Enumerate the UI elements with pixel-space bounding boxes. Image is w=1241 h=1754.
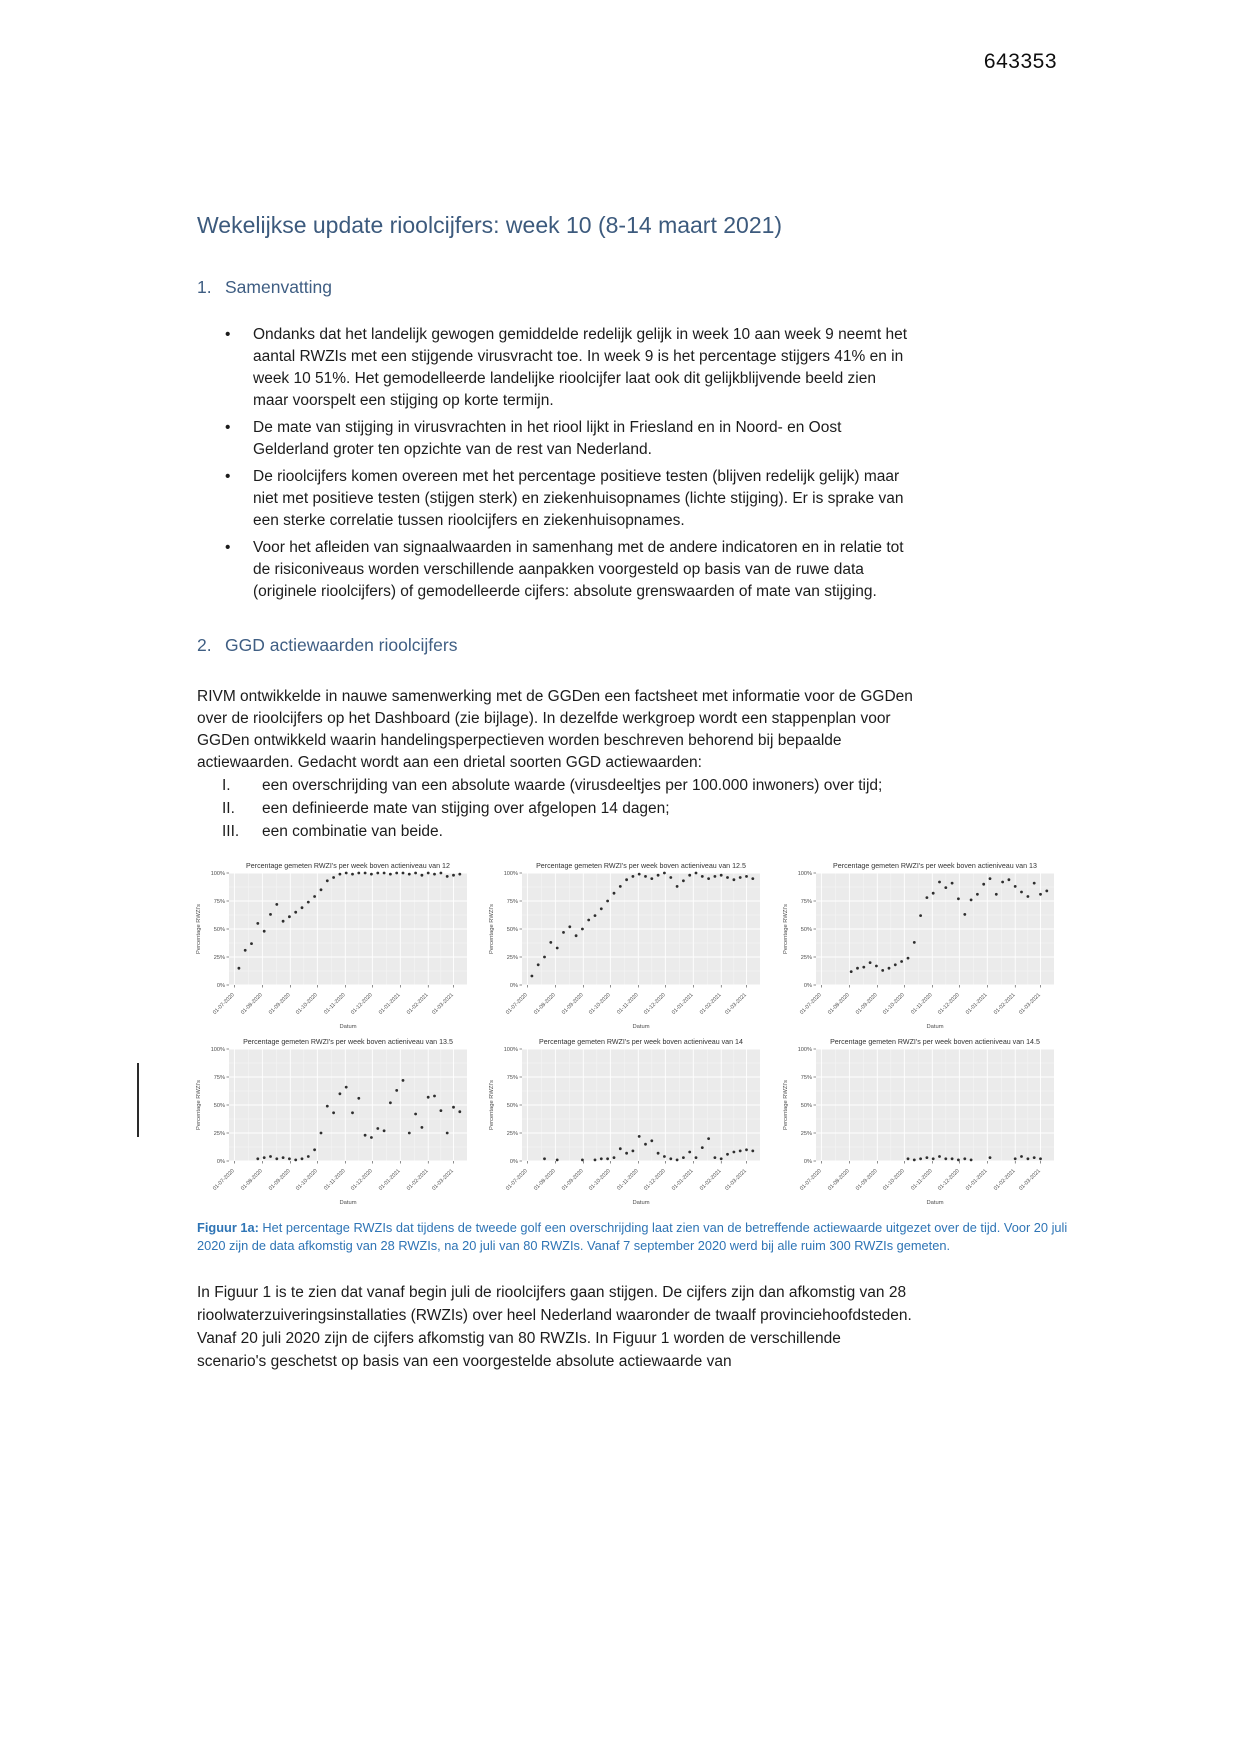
svg-text:01-03-2021: 01-03-2021	[431, 992, 455, 1016]
svg-text:01-11-2020: 01-11-2020	[323, 1168, 347, 1192]
svg-text:01-12-2020: 01-12-2020	[643, 1168, 668, 1192]
svg-text:75%: 75%	[800, 1074, 812, 1081]
svg-text:Percentage gemeten RWZI's per: Percentage gemeten RWZI's per week boven actieniveau van 12	[246, 862, 450, 870]
list-item	[197, 466, 1077, 532]
list-item	[197, 324, 1077, 412]
svg-text:01-02-2021: 01-02-2021	[992, 1168, 1017, 1192]
svg-text:Datum: Datum	[632, 1200, 650, 1206]
svg-text:01-10-2020: 01-10-2020	[588, 1168, 613, 1192]
svg-text:01-11-2020: 01-11-2020	[616, 992, 641, 1016]
section-number: 2.	[197, 635, 212, 655]
svg-text:Percentage gemeten RWZI's per: Percentage gemeten RWZI's per week boven actieniveau van 12.5	[536, 862, 747, 870]
svg-text:01-01-2021: 01-01-2021	[377, 1168, 402, 1192]
svg-text:25%: 25%	[507, 1130, 519, 1137]
bullet-marker: •	[225, 539, 231, 556]
figure-1a-chart-grid	[193, 859, 1065, 1207]
list-item	[197, 417, 1077, 461]
roman-numeral: II.	[222, 800, 235, 817]
svg-text:01-08-2020: 01-08-2020	[533, 1168, 558, 1192]
svg-text:75%: 75%	[213, 898, 225, 905]
svg-text:Datum: Datum	[632, 1024, 650, 1030]
svg-text:0%: 0%	[216, 982, 225, 989]
svg-text:Percentage RWZI's: Percentage RWZI's	[489, 1080, 496, 1130]
svg-text:01-12-2020: 01-12-2020	[936, 1168, 961, 1192]
svg-text:01-02-2021: 01-02-2021	[699, 992, 723, 1016]
svg-text:01-03-2021: 01-03-2021	[724, 992, 749, 1016]
svg-text:01-11-2020: 01-11-2020	[323, 992, 347, 1016]
figure-caption-text: Het percentage RWZIs dat tijdens de tweede golf een overschrijding laat zien van de betreffende actiewaarde uitgezet over de tijd. Voor 20 juli 2020 zijn de data afkomstig van 28 RWZIs, na 20 juli van 80 RWZIs. Vanaf 7 september 2020 werd bij alle ruim 300 RWZIs gemeten.	[197, 1220, 1068, 1253]
svg-text:01-08-2020: 01-08-2020	[826, 992, 851, 1016]
svg-text:Percentage RWZI's: Percentage RWZI's	[782, 904, 789, 954]
svg-text:0%: 0%	[216, 1158, 225, 1165]
svg-text:01-08-2020: 01-08-2020	[240, 1168, 264, 1192]
svg-text:01-10-2020: 01-10-2020	[881, 1168, 906, 1192]
svg-text:01-12-2020: 01-12-2020	[936, 992, 961, 1016]
svg-text:01-02-2021: 01-02-2021	[992, 992, 1017, 1016]
roman-numeral: I.	[222, 777, 231, 794]
svg-text:50%: 50%	[507, 1102, 519, 1109]
left-margin-mark	[137, 1063, 139, 1137]
svg-text:01-09-2020: 01-09-2020	[561, 992, 586, 1016]
svg-text:50%: 50%	[213, 926, 225, 933]
summary-bullet-list	[197, 324, 1077, 603]
document-content	[197, 0, 1077, 1373]
roman-numeral: III.	[222, 823, 240, 840]
svg-text:0%: 0%	[803, 1158, 812, 1165]
svg-text:Percentage RWZI's: Percentage RWZI's	[196, 1080, 202, 1130]
svg-text:0%: 0%	[510, 1158, 519, 1165]
svg-text:01-07-2020: 01-07-2020	[798, 992, 823, 1016]
ggd-intro-paragraph: RIVM ontwikkelde in nauwe samenwerking met de GGDen een factsheet met informatie voor de GGDen over de rioolcijfers op het Dashboard (zie bijlage). In dezelfde werkgroep wordt een stappenplan voor GGDen ontwikkeld waarin handelingsperpectieven worden beschreven behorend bij bepaalde actiewaarden. Gedacht wordt aan een drietal soorten GGD actiewaarden:	[197, 688, 913, 771]
svg-text:01-01-2021: 01-01-2021	[377, 992, 402, 1016]
svg-text:75%: 75%	[800, 898, 812, 905]
svg-text:01-01-2021: 01-01-2021	[964, 1168, 989, 1192]
svg-text:100%: 100%	[210, 1046, 225, 1053]
scatter-chart-actieniveau-14	[486, 1035, 771, 1207]
svg-text:25%: 25%	[213, 954, 225, 961]
svg-text:01-12-2020: 01-12-2020	[643, 992, 668, 1016]
svg-text:01-02-2021: 01-02-2021	[405, 992, 430, 1016]
closing-paragraph: In Figuur 1 is te zien dat vanaf begin juli de rioolcijfers gaan stijgen. De cijfers zijn dan afkomstig van 28 rioolwaterzuiveringsinstallaties (RWZIs) over heel Nederland waaronder de twaalf provinciehoofdsteden. Vanaf 20 juli 2020 zijn de cijfers afkomstig van 80 RWZIs. In Figuur 1 worden de verschillende scenario's geschetst op basis van een voorgestelde absolute actiewaarde van	[197, 1284, 912, 1370]
svg-text:Datum: Datum	[339, 1200, 357, 1206]
svg-text:01-07-2020: 01-07-2020	[505, 1168, 530, 1192]
svg-text:25%: 25%	[213, 1130, 225, 1137]
scatter-chart-actieniveau-13	[780, 859, 1065, 1031]
bullet-text: Voor het afleiden van signaalwaarden in samenhang met de andere indicatoren en in relatie tot de risiconiveaus worden verschillende aanpakken voorgesteld op basis van de ruwe data (originele rioolcijfers) of gemodelleerde cijfers: absolute grenswaarden of mate van stijging.	[253, 539, 904, 600]
svg-text:01-03-2021: 01-03-2021	[724, 1168, 749, 1192]
svg-text:01-02-2021: 01-02-2021	[405, 1168, 430, 1192]
svg-text:01-09-2020: 01-09-2020	[854, 992, 879, 1016]
svg-text:01-09-2020: 01-09-2020	[267, 1168, 292, 1192]
section-heading-label: GGD actiewaarden rioolcijfers	[225, 635, 458, 655]
svg-text:01-08-2020: 01-08-2020	[240, 992, 264, 1016]
svg-text:Percentage gemeten RWZI's per: Percentage gemeten RWZI's per week boven actieniveau van 13	[832, 862, 1037, 870]
figure-caption-label: Figuur 1a:	[197, 1220, 259, 1235]
svg-text:Datum: Datum	[926, 1024, 944, 1030]
svg-text:01-03-2021: 01-03-2021	[431, 1168, 455, 1192]
roman-item-text: een overschrijding van een absolute waarde (virusdeeltjes per 100.000 inwoners) over tijd;	[262, 777, 883, 794]
svg-text:Percentage RWZI's: Percentage RWZI's	[489, 904, 496, 954]
svg-text:Percentage RWZI's: Percentage RWZI's	[196, 904, 202, 954]
svg-text:0%: 0%	[510, 982, 519, 989]
svg-text:50%: 50%	[800, 1102, 812, 1109]
scatter-chart-actieniveau-14-5	[780, 1035, 1065, 1207]
list-item	[197, 820, 1077, 843]
svg-text:75%: 75%	[507, 898, 519, 905]
svg-text:01-07-2020: 01-07-2020	[212, 1168, 236, 1192]
svg-text:Percentage gemeten RWZI's per: Percentage gemeten RWZI's per week boven actieniveau van 14	[539, 1038, 744, 1046]
scatter-chart-actieniveau-12	[193, 859, 478, 1031]
svg-text:Datum: Datum	[339, 1024, 357, 1030]
svg-text:01-11-2020: 01-11-2020	[909, 1168, 934, 1192]
list-item	[197, 537, 1077, 603]
svg-text:01-01-2021: 01-01-2021	[671, 1168, 696, 1192]
list-item	[197, 774, 1077, 797]
svg-text:Datum: Datum	[926, 1200, 944, 1206]
svg-text:01-10-2020: 01-10-2020	[295, 992, 319, 1016]
bullet-text: De rioolcijfers komen overeen met het percentage positieve testen (blijven redelijk gelijk) maar niet met positieve testen (stijgen sterk) en ziekenhuisopnames (lichte stijging). Er is sprake van een sterke correlatie tussen rioolcijfers en ziekenhuisopnames.	[253, 468, 904, 529]
svg-text:01-09-2020: 01-09-2020	[267, 992, 292, 1016]
bullet-marker: •	[225, 326, 231, 343]
roman-item-text: een definieerde mate van stijging over afgelopen 14 dagen;	[262, 800, 670, 817]
svg-text:50%: 50%	[800, 926, 812, 933]
svg-text:100%: 100%	[504, 1046, 519, 1053]
bullet-marker: •	[225, 468, 231, 485]
section-heading-label: Samenvatting	[225, 277, 333, 297]
bullet-text: Ondanks dat het landelijk gewogen gemiddelde redelijk gelijk in week 10 aan week 9 neemt het aantal RWZIs met een stijgende virusvracht toe. In week 9 is het percentage stijgers 41% en in week 10 51%. Het gemodelleerde landelijke rioolcijfer laat ook dit gelijkblijvende beeld zien maar voorspelt een stijging op korte termijn.	[253, 326, 907, 409]
scatter-chart-actieniveau-12-5	[486, 859, 771, 1031]
svg-text:Percentage gemeten RWZI's per: Percentage gemeten RWZI's per week boven actieniveau van 13.5	[243, 1038, 453, 1046]
svg-text:01-08-2020: 01-08-2020	[533, 992, 558, 1016]
svg-text:01-09-2020: 01-09-2020	[561, 1168, 586, 1192]
svg-text:01-11-2020: 01-11-2020	[909, 992, 934, 1016]
bullet-marker: •	[225, 419, 231, 436]
svg-text:Percentage gemeten RWZI's per: Percentage gemeten RWZI's per week boven actieniveau van 14.5	[829, 1038, 1040, 1046]
svg-text:0%: 0%	[803, 982, 812, 989]
svg-text:100%: 100%	[797, 1046, 812, 1053]
svg-text:01-07-2020: 01-07-2020	[505, 992, 530, 1016]
svg-text:01-11-2020: 01-11-2020	[616, 1168, 641, 1192]
figure-caption	[197, 1219, 1077, 1255]
svg-text:01-10-2020: 01-10-2020	[295, 1168, 319, 1192]
bullet-text: De mate van stijging in virusvrachten in het riool lijkt in Friesland en in Noord- en Oost Gelderland groter ten opzichte van de rest van Nederland.	[253, 419, 842, 458]
svg-text:01-09-2020: 01-09-2020	[854, 1168, 879, 1192]
svg-text:100%: 100%	[504, 870, 519, 877]
page-title: Wekelijkse update rioolcijfers: week 10 (8-14 maart 2021)	[197, 212, 783, 238]
svg-text:01-03-2021: 01-03-2021	[1017, 1168, 1042, 1192]
svg-text:25%: 25%	[507, 954, 519, 961]
svg-text:01-01-2021: 01-01-2021	[964, 992, 989, 1016]
svg-text:50%: 50%	[213, 1102, 225, 1109]
svg-text:75%: 75%	[507, 1074, 519, 1081]
svg-text:01-12-2020: 01-12-2020	[350, 1168, 374, 1192]
svg-text:50%: 50%	[507, 926, 519, 933]
ggd-roman-list	[197, 774, 1077, 843]
svg-text:01-02-2021: 01-02-2021	[699, 1168, 723, 1192]
section-number: 1.	[197, 277, 212, 297]
svg-text:100%: 100%	[797, 870, 812, 877]
svg-text:01-12-2020: 01-12-2020	[350, 992, 374, 1016]
section-heading-ggd-actiewaarden	[197, 635, 1077, 656]
svg-text:01-07-2020: 01-07-2020	[798, 1168, 823, 1192]
svg-text:01-08-2020: 01-08-2020	[826, 1168, 851, 1192]
svg-text:25%: 25%	[800, 1130, 812, 1137]
svg-text:01-03-2021: 01-03-2021	[1017, 992, 1042, 1016]
svg-text:01-10-2020: 01-10-2020	[881, 992, 906, 1016]
scatter-chart-actieniveau-13-5	[193, 1035, 478, 1207]
svg-text:25%: 25%	[800, 954, 812, 961]
roman-item-text: een combinatie van beide.	[262, 823, 443, 840]
svg-text:75%: 75%	[213, 1074, 225, 1081]
svg-text:Percentage RWZI's: Percentage RWZI's	[782, 1080, 789, 1130]
svg-text:01-10-2020: 01-10-2020	[588, 992, 613, 1016]
list-item	[197, 797, 1077, 820]
section-heading-samenvatting	[197, 277, 1077, 298]
page-number: 643353	[983, 50, 1057, 73]
svg-text:01-07-2020: 01-07-2020	[212, 992, 236, 1016]
svg-text:01-01-2021: 01-01-2021	[671, 992, 696, 1016]
svg-text:100%: 100%	[210, 870, 225, 877]
